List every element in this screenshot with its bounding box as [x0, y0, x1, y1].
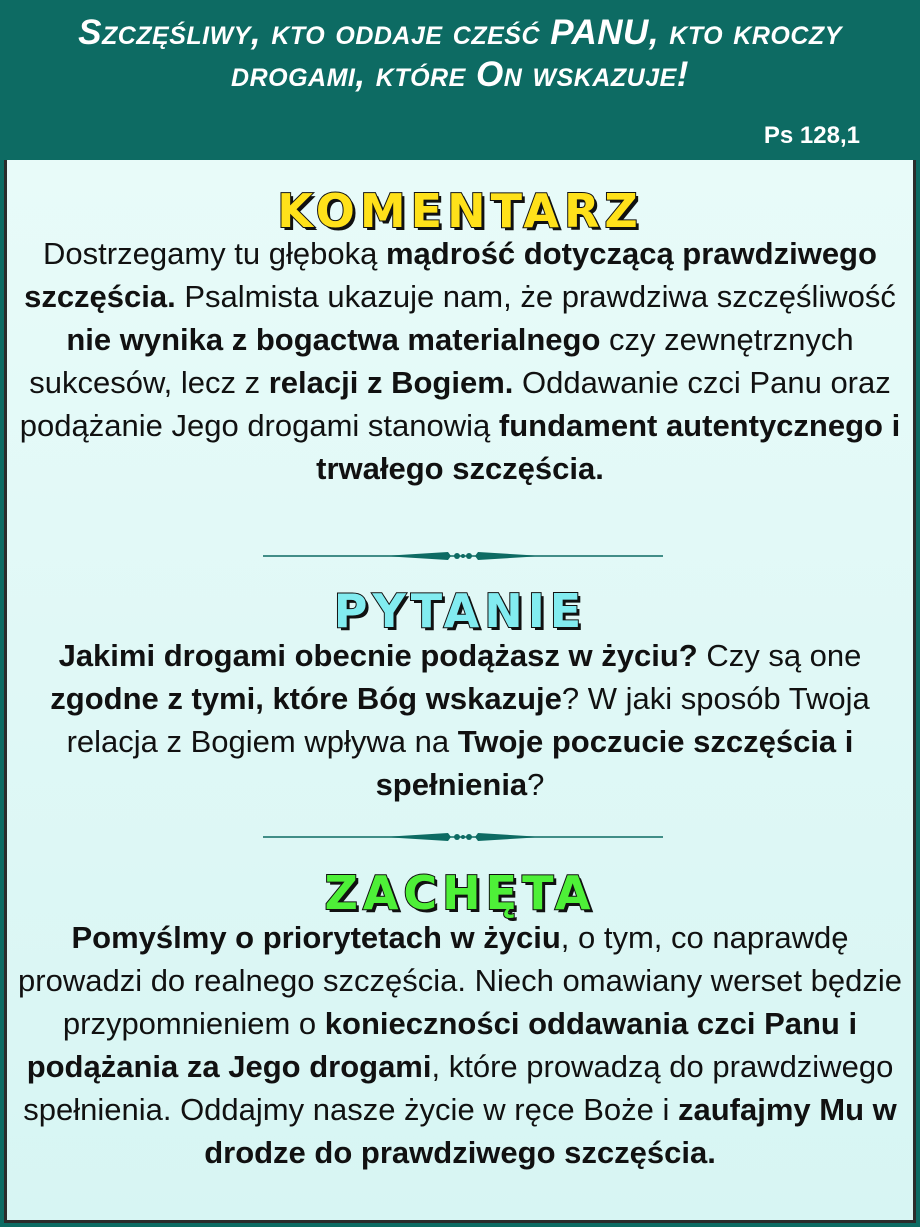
- bold-phrase: zgodne z tymi, które Bóg wskazuje: [50, 681, 562, 716]
- section-title-pytanie: PYTANIE: [333, 584, 587, 638]
- text-phrase: ? W jaki sposób Twoja relacja z Bogiem wpływa na: [66, 681, 870, 759]
- verse-text: Szczęśliwy, kto oddaje cześć PANU, kto kroczy drogami, które On wskazuje!: [78, 13, 842, 94]
- text-phrase: ?: [527, 767, 545, 802]
- ornament-divider: [263, 830, 663, 844]
- content-panel: [4, 160, 916, 1223]
- bold-phrase: Twoje poczucie szczęścia i spełnienia: [375, 724, 854, 802]
- bold-phrase: nie wynika z bogactwa materialnego: [66, 322, 601, 357]
- bold-phrase: mądrość dotyczącą prawdziwego szczęścia.: [24, 236, 877, 314]
- text-phrase: czy zewnętrznych sukcesów, lecz z: [29, 322, 854, 400]
- bold-phrase: Jakimi drogami obecnie podążasz w życiu?: [58, 638, 698, 673]
- header-banner: [0, 0, 920, 160]
- verse-reference: Ps 128,1: [763, 122, 860, 149]
- bold-phrase: fundament autentycznego i trwałego szczęścia.: [316, 408, 901, 486]
- text-phrase: Oddawanie czci Panu oraz podążanie Jego drogami stanowią: [19, 365, 891, 443]
- section-title-zacheta: ZACHĘTA: [324, 866, 596, 920]
- section-text-pytanie: [17, 634, 903, 806]
- text-phrase: Czy są one: [697, 638, 862, 673]
- bold-phrase: Pomyślmy o priorytetach w życiu: [71, 920, 561, 955]
- section-text-komentarz: [17, 232, 903, 490]
- text-phrase: , o tym, co naprawdę prowadzi do realnego szczęścia. Niech omawiany werset będzie przypomnieniem o: [18, 920, 902, 1041]
- text-phrase: Psalmista ukazuje nam, że prawdziwa szczęśliwość: [175, 279, 896, 314]
- bold-phrase: relacji z Bogiem.: [268, 365, 514, 400]
- bold-phrase: zaufajmy Mu w drodze do prawdziwego szczęścia.: [204, 1092, 897, 1170]
- section-title-komentarz: KOMENTARZ: [277, 184, 643, 238]
- ornament-divider: [263, 549, 663, 563]
- text-phrase: , które prowadzą do prawdziwego spełnienia. Oddajmy nasze życie w ręce Boże i: [23, 1049, 894, 1127]
- bold-phrase: konieczności oddawania czci Panu i podążania za Jego drogami: [26, 1006, 858, 1084]
- text-phrase: Dostrzegamy tu głęboką: [43, 236, 386, 271]
- section-text-zacheta: [17, 916, 903, 1174]
